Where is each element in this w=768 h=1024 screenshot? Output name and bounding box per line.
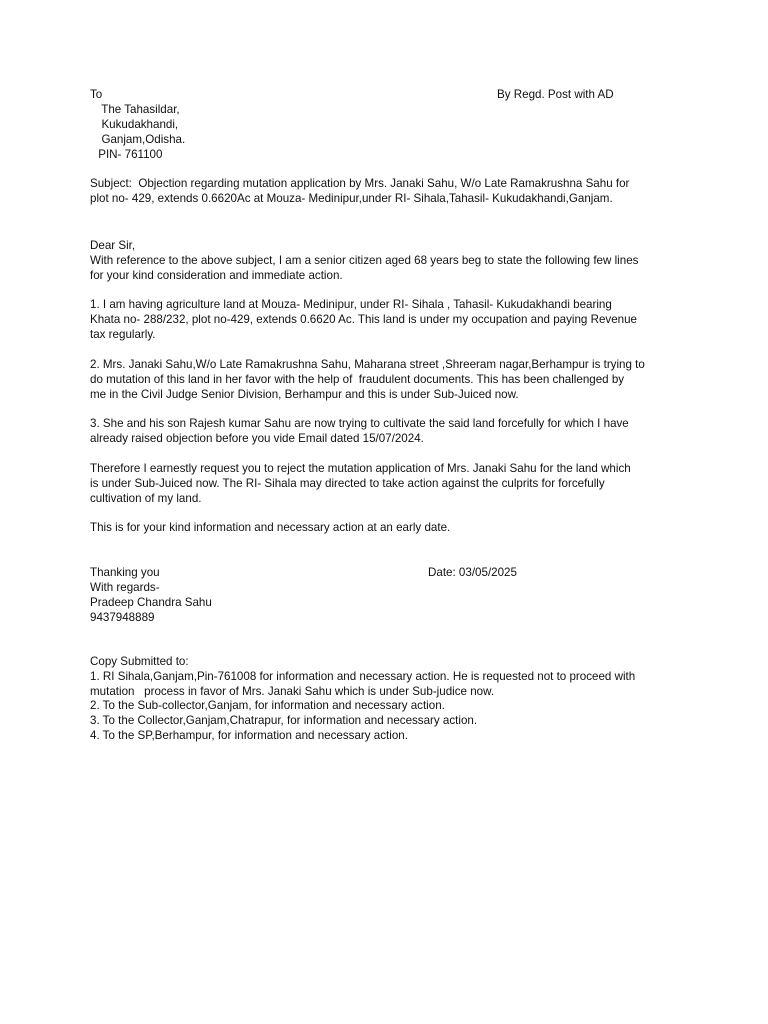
point2-line-1: 2. Mrs. Janaki Sahu,W/o Late Ramakrushna Sahu, Maharana street ,Shreeram nagar,Berhampur is trying to bbox=[90, 358, 645, 371]
subject-line-2: plot no- 429, extends 0.6620Ac at Mouza- Medinipur,under RI- Sihala,Tahasil- Kukudakhandi,Ganjam. bbox=[90, 192, 613, 205]
point3-line-1: 3. She and his son Rajesh kumar Sahu are now trying to cultivate the said land forcefully for which I have bbox=[90, 417, 629, 430]
closing-line: This is for your kind information and necessary action at an early date. bbox=[90, 521, 451, 534]
point2-line-2: do mutation of this land in her favor with the help of fraudulent documents. This has been challenged by bbox=[90, 373, 625, 386]
copy-item-4: 4. To the SP,Berhampur, for information and necessary action. bbox=[90, 729, 408, 742]
intro-line-1: With reference to the above subject, I am a senior citizen aged 68 years beg to state the following few lines bbox=[90, 254, 639, 267]
copy-heading: Copy Submitted to: bbox=[90, 655, 189, 668]
addressee-pin: PIN- 761100 bbox=[95, 148, 163, 161]
addressee-line-3: Ganjam,Odisha. bbox=[95, 133, 186, 146]
addressee-line-1: The Tahasildar, bbox=[95, 103, 180, 116]
to-label: To bbox=[90, 88, 103, 101]
request-line-3: cultivation of my land. bbox=[90, 492, 202, 505]
copy-item-3: 3. To the Collector,Ganjam,Chatrapur, for information and necessary action. bbox=[90, 714, 478, 727]
request-line-2: is under Sub-Juiced now. The RI- Sihala may directed to take action against the culprits for forcefully bbox=[90, 477, 605, 490]
sender-phone: 9437948889 bbox=[90, 611, 155, 624]
point2-line-3: me in the Civil Judge Senior Division, Berhampur and this is under Sub-Juiced now. bbox=[90, 388, 519, 401]
salutation: Dear Sir, bbox=[90, 239, 136, 252]
point3-line-2: already raised objection before you vide Email dated 15/07/2024. bbox=[90, 432, 424, 445]
intro-line-2: for your kind consideration and immediate action. bbox=[90, 269, 343, 282]
copy-item-1-line-2: mutation process in favor of Mrs. Janaki Sahu which is under Sub-judice now. bbox=[90, 685, 495, 698]
post-mode: By Regd. Post with AD bbox=[497, 88, 614, 101]
addressee-line-2: Kukudakhandi, bbox=[95, 118, 179, 131]
point1-line-3: tax regularly. bbox=[90, 328, 156, 341]
copy-item-1-line-1: 1. RI Sihala,Ganjam,Pin-761008 for information and necessary action. He is requested not to proceed with bbox=[90, 670, 636, 683]
copy-item-2: 2. To the Sub-collector,Ganjam, for information and necessary action. bbox=[90, 699, 445, 712]
point1-line-1: 1. I am having agriculture land at Mouza- Medinipur, under RI- Sihala , Tahasil- Kukudakhandi bearing bbox=[90, 298, 612, 311]
request-line-1: Therefore I earnestly request you to reject the mutation application of Mrs. Janaki Sahu for the land which bbox=[90, 462, 631, 475]
thanking-line: Thanking you bbox=[90, 566, 160, 579]
point1-line-2: Khata no- 288/232, plot no-429, extends 0.6620 Ac. This land is under my occupation and paying Revenue bbox=[90, 313, 638, 326]
subject-line-1: Subject: Objection regarding mutation application by Mrs. Janaki Sahu, W/o Late Ramakrushna Sahu for bbox=[90, 177, 630, 190]
letter-date: Date: 03/05/2025 bbox=[428, 566, 517, 579]
regards-line: With regards- bbox=[90, 581, 160, 594]
sender-name: Pradeep Chandra Sahu bbox=[90, 596, 212, 609]
